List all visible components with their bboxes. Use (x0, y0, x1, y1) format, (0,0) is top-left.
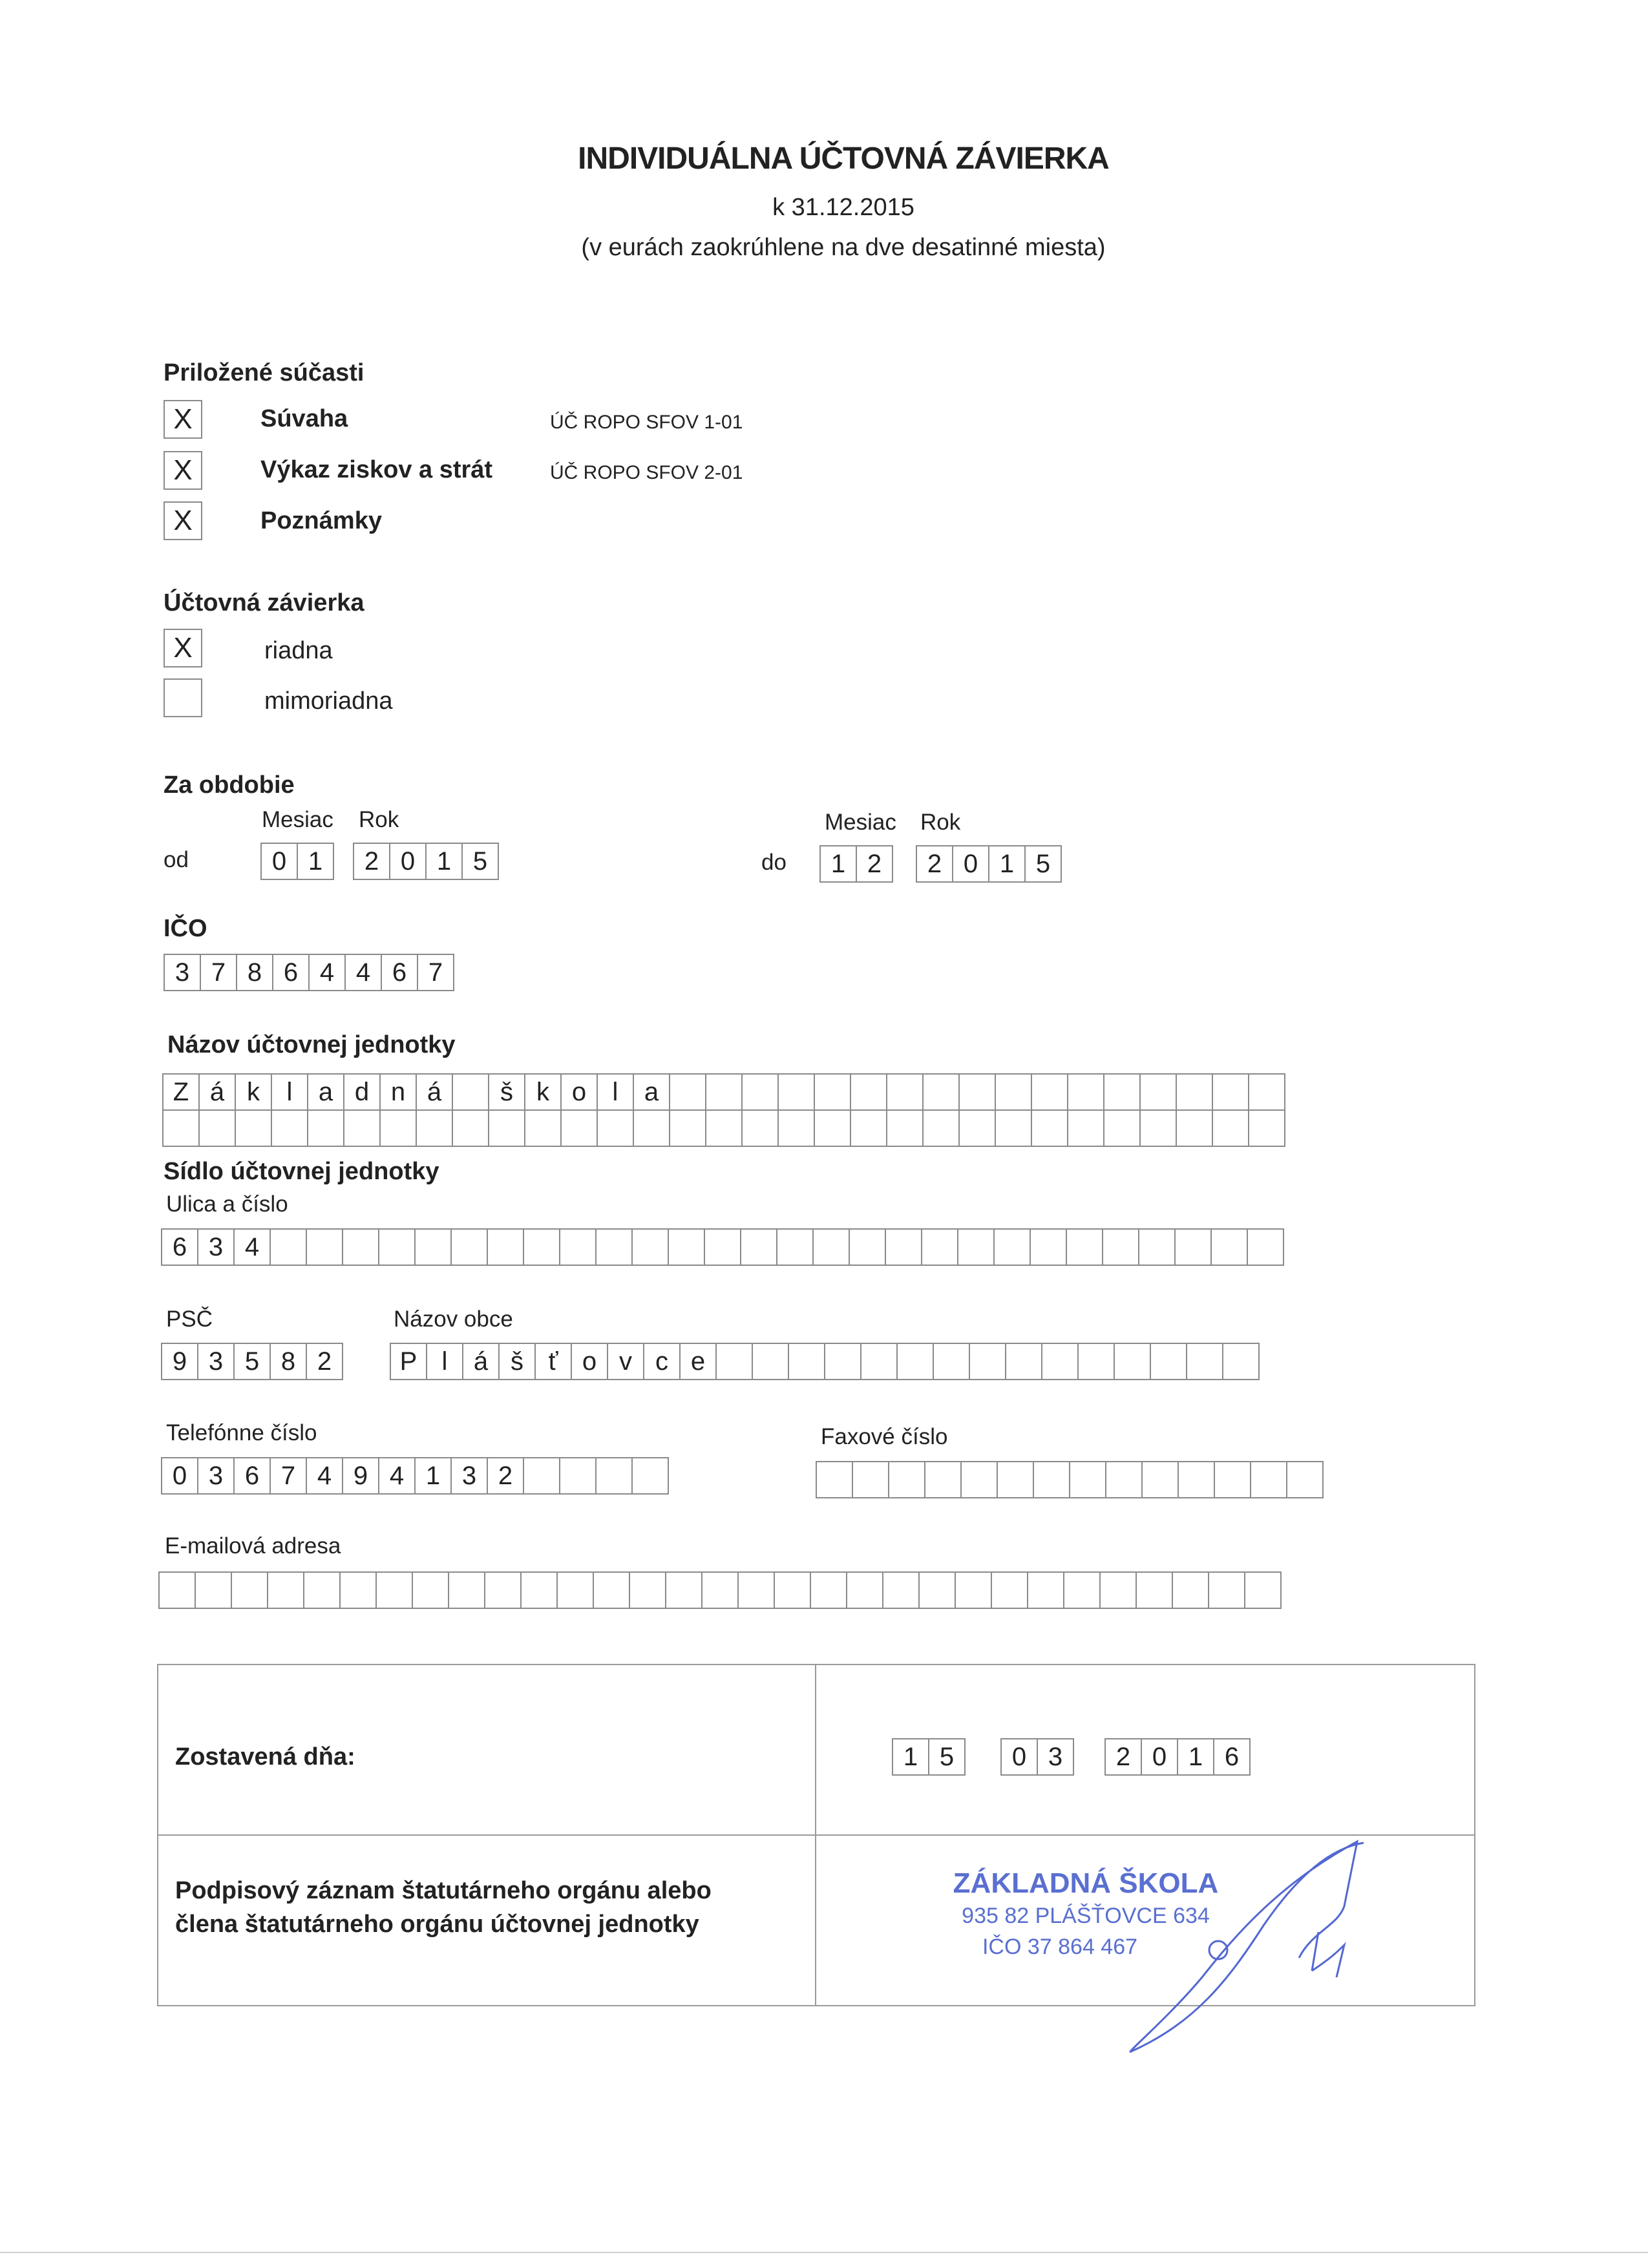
char-box[interactable] (633, 1109, 670, 1147)
char-box[interactable] (1105, 1461, 1143, 1498)
stamp-line3: IČO 37 864 467 (982, 1935, 1138, 1959)
document-title: INDIVIDUÁLNA ÚČTOVNÁ ZÁVIERKA (578, 142, 1109, 176)
char-box[interactable] (339, 1571, 377, 1609)
char-box[interactable]: 4 (233, 1228, 271, 1266)
closing-label-mimoriadna: mimoriadna (264, 688, 393, 715)
char-box[interactable] (918, 1571, 956, 1609)
char-box[interactable]: a (307, 1073, 344, 1111)
char-box[interactable] (776, 1228, 814, 1266)
char-box[interactable]: 5 (928, 1738, 966, 1776)
signature-label-line1: Podpisový záznam štatutárneho orgánu alebo (175, 1877, 712, 1904)
char-box[interactable] (629, 1571, 666, 1609)
char-box[interactable]: 1 (1177, 1738, 1214, 1776)
char-box[interactable]: 6 (381, 954, 418, 991)
email-label: E-mailová adresa (165, 1533, 341, 1559)
char-box[interactable]: 3 (197, 1343, 235, 1380)
char-box[interactable]: 0 (161, 1457, 198, 1495)
from-label: od (164, 847, 189, 872)
char-box[interactable] (1250, 1461, 1287, 1498)
fax-boxes[interactable] (816, 1461, 1324, 1498)
char-box[interactable]: 1 (297, 843, 334, 880)
char-box[interactable] (631, 1457, 669, 1495)
signature-label-line2: člena štatutárneho orgánu účtovnej jednotky (175, 1911, 699, 1938)
char-box[interactable] (524, 1109, 562, 1147)
checkbox-vykaz[interactable]: X (164, 451, 202, 490)
char-box[interactable] (669, 1109, 706, 1147)
to-month-boxes[interactable] (819, 845, 893, 883)
attachment-label-vykaz: Výkaz ziskov a strát (260, 456, 493, 483)
char-box[interactable] (488, 1109, 525, 1147)
char-box[interactable]: 2 (916, 845, 953, 883)
char-box[interactable] (1186, 1343, 1223, 1380)
char-box[interactable] (737, 1571, 775, 1609)
currency-note: (v eurách zaokrúhlene na dve desatinné miesta) (581, 234, 1106, 261)
char-box[interactable] (343, 1109, 381, 1147)
attachment-label-suvaha: Súvaha (260, 405, 348, 432)
char-box[interactable] (1103, 1109, 1141, 1147)
date-line: k 31.12.2015 (772, 194, 914, 221)
char-box[interactable]: 0 (1141, 1738, 1178, 1776)
char-box[interactable]: 3 (164, 954, 201, 991)
char-box[interactable]: á (416, 1073, 453, 1111)
char-box[interactable] (1077, 1343, 1115, 1380)
char-box[interactable] (882, 1571, 920, 1609)
char-box[interactable]: 2 (353, 843, 390, 880)
ico-label: IČO (164, 915, 207, 942)
char-box[interactable] (1248, 1073, 1285, 1111)
char-box[interactable]: 7 (417, 954, 454, 991)
page-edge-line (0, 2252, 1648, 2253)
char-box[interactable] (303, 1571, 341, 1609)
char-box[interactable] (342, 1228, 379, 1266)
char-box[interactable] (267, 1571, 304, 1609)
char-box[interactable]: 0 (952, 845, 989, 883)
char-box[interactable]: 2 (487, 1457, 524, 1495)
char-box[interactable] (379, 1109, 417, 1147)
email-boxes[interactable] (158, 1571, 1282, 1609)
char-box[interactable]: 4 (308, 954, 346, 991)
char-box[interactable] (162, 1109, 200, 1147)
char-box[interactable] (1286, 1461, 1324, 1498)
char-box[interactable] (307, 1109, 344, 1147)
checkbox-riadna[interactable]: X (164, 629, 202, 667)
entity-name-row2[interactable] (162, 1109, 1285, 1147)
char-box[interactable] (559, 1228, 597, 1266)
char-box[interactable] (1174, 1228, 1212, 1266)
char-box[interactable] (922, 1109, 960, 1147)
char-box[interactable] (995, 1073, 1032, 1111)
char-box[interactable] (933, 1343, 970, 1380)
char-box[interactable] (705, 1073, 743, 1111)
char-box[interactable]: d (343, 1073, 381, 1111)
compiled-year-boxes[interactable] (1104, 1738, 1251, 1776)
char-box[interactable]: 9 (342, 1457, 379, 1495)
to-label: do (761, 850, 787, 875)
char-box[interactable]: 7 (200, 954, 237, 991)
char-box[interactable] (631, 1228, 669, 1266)
char-box[interactable]: e (679, 1343, 717, 1380)
ico-boxes[interactable] (164, 954, 454, 991)
char-box[interactable] (1030, 1228, 1067, 1266)
char-box[interactable] (1210, 1228, 1248, 1266)
char-box[interactable] (452, 1073, 489, 1111)
char-box[interactable] (1033, 1461, 1070, 1498)
char-box[interactable] (850, 1073, 887, 1111)
char-box[interactable] (487, 1228, 524, 1266)
char-box[interactable] (1031, 1073, 1068, 1111)
char-box[interactable] (595, 1457, 633, 1495)
char-box[interactable] (1214, 1461, 1251, 1498)
char-box[interactable] (414, 1228, 452, 1266)
char-box[interactable] (991, 1571, 1028, 1609)
zip-label: PSČ (166, 1307, 213, 1332)
char-box[interactable]: 3 (197, 1228, 235, 1266)
phone-label: Telefónne číslo (166, 1420, 317, 1445)
char-box[interactable] (1138, 1228, 1176, 1266)
compiled-label: Zostavená dňa: (175, 1743, 355, 1770)
phone-boxes[interactable] (161, 1457, 669, 1495)
char-box[interactable] (960, 1461, 998, 1498)
char-box[interactable] (852, 1461, 889, 1498)
char-box[interactable]: v (607, 1343, 644, 1380)
char-box[interactable] (1244, 1571, 1282, 1609)
char-box[interactable] (814, 1073, 851, 1111)
char-box[interactable] (1102, 1228, 1139, 1266)
city-boxes[interactable] (390, 1343, 1260, 1380)
compiled-month-boxes[interactable] (1000, 1738, 1074, 1776)
char-box[interactable]: š (498, 1343, 536, 1380)
char-box[interactable] (995, 1109, 1032, 1147)
char-box[interactable] (958, 1109, 996, 1147)
char-box[interactable] (1212, 1073, 1249, 1111)
char-box[interactable] (896, 1343, 934, 1380)
char-box[interactable] (668, 1228, 705, 1266)
char-box[interactable] (669, 1073, 706, 1111)
char-box[interactable] (814, 1109, 851, 1147)
char-box[interactable] (1005, 1343, 1042, 1380)
char-box[interactable]: 6 (233, 1457, 271, 1495)
char-box[interactable] (523, 1457, 560, 1495)
char-box[interactable] (777, 1073, 815, 1111)
char-box[interactable] (665, 1571, 703, 1609)
char-box[interactable]: á (462, 1343, 500, 1380)
char-box[interactable] (816, 1461, 853, 1498)
entity-name-label: Názov účtovnej jednotky (167, 1031, 456, 1058)
char-box[interactable] (704, 1228, 741, 1266)
char-box[interactable]: á (198, 1073, 236, 1111)
char-box[interactable] (1176, 1109, 1213, 1147)
char-box[interactable]: 4 (344, 954, 382, 991)
char-box[interactable] (957, 1228, 995, 1266)
char-box[interactable]: 0 (1000, 1738, 1038, 1776)
char-box[interactable] (886, 1109, 924, 1147)
char-box[interactable] (1041, 1343, 1079, 1380)
char-box[interactable] (1176, 1073, 1213, 1111)
from-year-label: Rok (359, 807, 399, 832)
char-box[interactable] (740, 1228, 777, 1266)
signature-scribble (1099, 1829, 1383, 2061)
char-box[interactable] (888, 1461, 925, 1498)
char-box[interactable]: 0 (389, 843, 427, 880)
city-label: Názov obce (394, 1307, 513, 1332)
char-box[interactable]: o (571, 1343, 608, 1380)
char-box[interactable]: 2 (1104, 1738, 1142, 1776)
char-box[interactable] (958, 1073, 996, 1111)
char-box[interactable] (448, 1571, 485, 1609)
char-box[interactable] (788, 1343, 825, 1380)
fax-label: Faxové číslo (821, 1424, 948, 1449)
char-box[interactable]: 1 (892, 1738, 929, 1776)
char-box[interactable] (715, 1343, 753, 1380)
street-label: Ulica a číslo (166, 1192, 288, 1217)
char-box[interactable] (416, 1109, 453, 1147)
char-box[interactable] (1063, 1571, 1101, 1609)
char-box[interactable] (812, 1228, 850, 1266)
char-box[interactable] (1136, 1571, 1173, 1609)
char-box[interactable]: 8 (236, 954, 273, 991)
from-year-boxes[interactable] (353, 843, 499, 880)
char-box[interactable]: P (390, 1343, 427, 1380)
char-box[interactable] (752, 1343, 789, 1380)
char-box[interactable] (1248, 1109, 1285, 1147)
char-box[interactable] (997, 1461, 1034, 1498)
char-box[interactable] (593, 1571, 630, 1609)
char-box[interactable]: 8 (269, 1343, 307, 1380)
char-box[interactable]: 1 (425, 843, 463, 880)
char-box[interactable] (595, 1228, 633, 1266)
char-box[interactable] (1103, 1073, 1141, 1111)
char-box[interactable]: š (488, 1073, 525, 1111)
char-box[interactable] (885, 1228, 922, 1266)
char-box[interactable] (1027, 1571, 1064, 1609)
closing-type-heading: Účtovná závierka (164, 589, 364, 616)
char-box[interactable] (705, 1109, 743, 1147)
char-box[interactable]: o (560, 1073, 598, 1111)
char-box[interactable] (810, 1571, 847, 1609)
char-box[interactable]: 5 (1024, 845, 1062, 883)
char-box[interactable] (955, 1571, 992, 1609)
char-box[interactable] (597, 1109, 634, 1147)
stamp-line2: 935 82 PLÁŠŤOVCE 634 (962, 1904, 1210, 1928)
zip-boxes[interactable] (161, 1343, 343, 1380)
char-box[interactable] (195, 1571, 232, 1609)
char-box[interactable] (271, 1109, 308, 1147)
attachment-code-suvaha: ÚČ ROPO SFOV 1-01 (550, 412, 743, 433)
char-box[interactable] (1247, 1228, 1284, 1266)
char-box[interactable]: 3 (450, 1457, 488, 1495)
char-box[interactable] (921, 1228, 958, 1266)
char-box[interactable] (886, 1073, 924, 1111)
char-box[interactable]: 6 (272, 954, 310, 991)
seat-heading: Sídlo účtovnej jednotky (164, 1158, 439, 1185)
char-box[interactable] (1114, 1343, 1151, 1380)
char-box[interactable] (1172, 1571, 1209, 1609)
stamp-line1: ZÁKLADNÁ ŠKOLA (953, 1867, 1219, 1899)
char-box[interactable] (1139, 1073, 1177, 1111)
char-box[interactable] (701, 1571, 739, 1609)
char-box[interactable] (523, 1228, 560, 1266)
char-box[interactable] (450, 1228, 488, 1266)
char-box[interactable] (846, 1571, 883, 1609)
char-box[interactable] (824, 1343, 861, 1380)
char-box[interactable] (1222, 1343, 1260, 1380)
char-box[interactable] (1099, 1571, 1137, 1609)
char-box[interactable] (1067, 1109, 1104, 1147)
char-box[interactable] (993, 1228, 1031, 1266)
char-box[interactable] (378, 1228, 416, 1266)
compiled-day-boxes[interactable] (892, 1738, 966, 1776)
char-box[interactable] (741, 1109, 779, 1147)
char-box[interactable] (1150, 1343, 1187, 1380)
char-box[interactable]: n (379, 1073, 417, 1111)
entity-name-row1[interactable] (162, 1073, 1285, 1111)
to-month-label: Mesiac (825, 810, 896, 835)
char-box[interactable] (231, 1571, 268, 1609)
char-box[interactable] (1067, 1073, 1104, 1111)
to-year-boxes[interactable] (916, 845, 1062, 883)
checkbox-poznamky[interactable]: X (164, 501, 202, 540)
char-box[interactable] (1139, 1109, 1177, 1147)
char-box[interactable] (306, 1228, 343, 1266)
char-box[interactable] (850, 1109, 887, 1147)
char-box[interactable]: k (524, 1073, 562, 1111)
char-box[interactable]: a (633, 1073, 670, 1111)
char-box[interactable] (1141, 1461, 1179, 1498)
char-box[interactable]: l (271, 1073, 308, 1111)
char-box[interactable] (849, 1228, 886, 1266)
char-box[interactable]: 7 (269, 1457, 307, 1495)
char-box[interactable] (1212, 1109, 1249, 1147)
char-box[interactable]: ť (534, 1343, 572, 1380)
char-box[interactable]: 6 (1213, 1738, 1251, 1776)
char-box[interactable]: c (643, 1343, 681, 1380)
char-box[interactable] (198, 1109, 236, 1147)
to-year-label: Rok (920, 810, 961, 835)
char-box[interactable]: k (235, 1073, 272, 1111)
from-month-label: Mesiac (262, 807, 333, 832)
char-box[interactable] (1208, 1571, 1245, 1609)
char-box[interactable] (269, 1228, 307, 1266)
char-box[interactable] (969, 1343, 1006, 1380)
char-box[interactable] (1178, 1461, 1215, 1498)
char-box[interactable] (556, 1571, 594, 1609)
attachments-heading: Priložené súčasti (164, 359, 364, 386)
char-box[interactable] (560, 1109, 598, 1147)
char-box[interactable] (922, 1073, 960, 1111)
period-heading: Za obdobie (164, 772, 295, 799)
char-box[interactable] (235, 1109, 272, 1147)
from-month-boxes[interactable] (260, 843, 334, 880)
attachment-label-poznamky: Poznámky (260, 507, 382, 534)
char-box[interactable] (741, 1073, 779, 1111)
closing-label-riadna: riadna (264, 637, 333, 664)
char-box[interactable]: 1 (414, 1457, 452, 1495)
street-boxes[interactable] (161, 1228, 1284, 1266)
char-box[interactable] (412, 1571, 449, 1609)
char-box[interactable] (774, 1571, 811, 1609)
char-box[interactable] (1066, 1228, 1103, 1266)
char-box[interactable] (777, 1109, 815, 1147)
char-box[interactable] (559, 1457, 597, 1495)
char-box[interactable]: 2 (306, 1343, 343, 1380)
char-box[interactable] (1069, 1461, 1106, 1498)
checkbox-suvaha[interactable]: X (164, 400, 202, 439)
attachment-code-vykaz: ÚČ ROPO SFOV 2-01 (550, 462, 743, 483)
char-box[interactable]: Z (162, 1073, 200, 1111)
char-box[interactable] (924, 1461, 962, 1498)
char-box[interactable] (375, 1571, 413, 1609)
checkbox-mimoriadna[interactable] (164, 678, 202, 717)
char-box[interactable] (520, 1571, 558, 1609)
char-box[interactable]: l (426, 1343, 463, 1380)
char-box[interactable]: 4 (306, 1457, 343, 1495)
char-box[interactable]: 9 (161, 1343, 198, 1380)
char-box[interactable]: 5 (233, 1343, 271, 1380)
char-box[interactable] (158, 1571, 196, 1609)
char-box[interactable] (860, 1343, 898, 1380)
char-box[interactable]: 3 (1037, 1738, 1074, 1776)
char-box[interactable]: 2 (856, 845, 893, 883)
char-box[interactable] (452, 1109, 489, 1147)
char-box[interactable] (1031, 1109, 1068, 1147)
char-box[interactable] (484, 1571, 522, 1609)
char-box[interactable]: l (597, 1073, 634, 1111)
char-box[interactable]: 0 (260, 843, 298, 880)
char-box[interactable]: 4 (378, 1457, 416, 1495)
char-box[interactable]: 6 (161, 1228, 198, 1266)
char-box[interactable]: 1 (819, 845, 857, 883)
char-box[interactable]: 5 (461, 843, 499, 880)
char-box[interactable]: 1 (988, 845, 1026, 883)
char-box[interactable]: 3 (197, 1457, 235, 1495)
